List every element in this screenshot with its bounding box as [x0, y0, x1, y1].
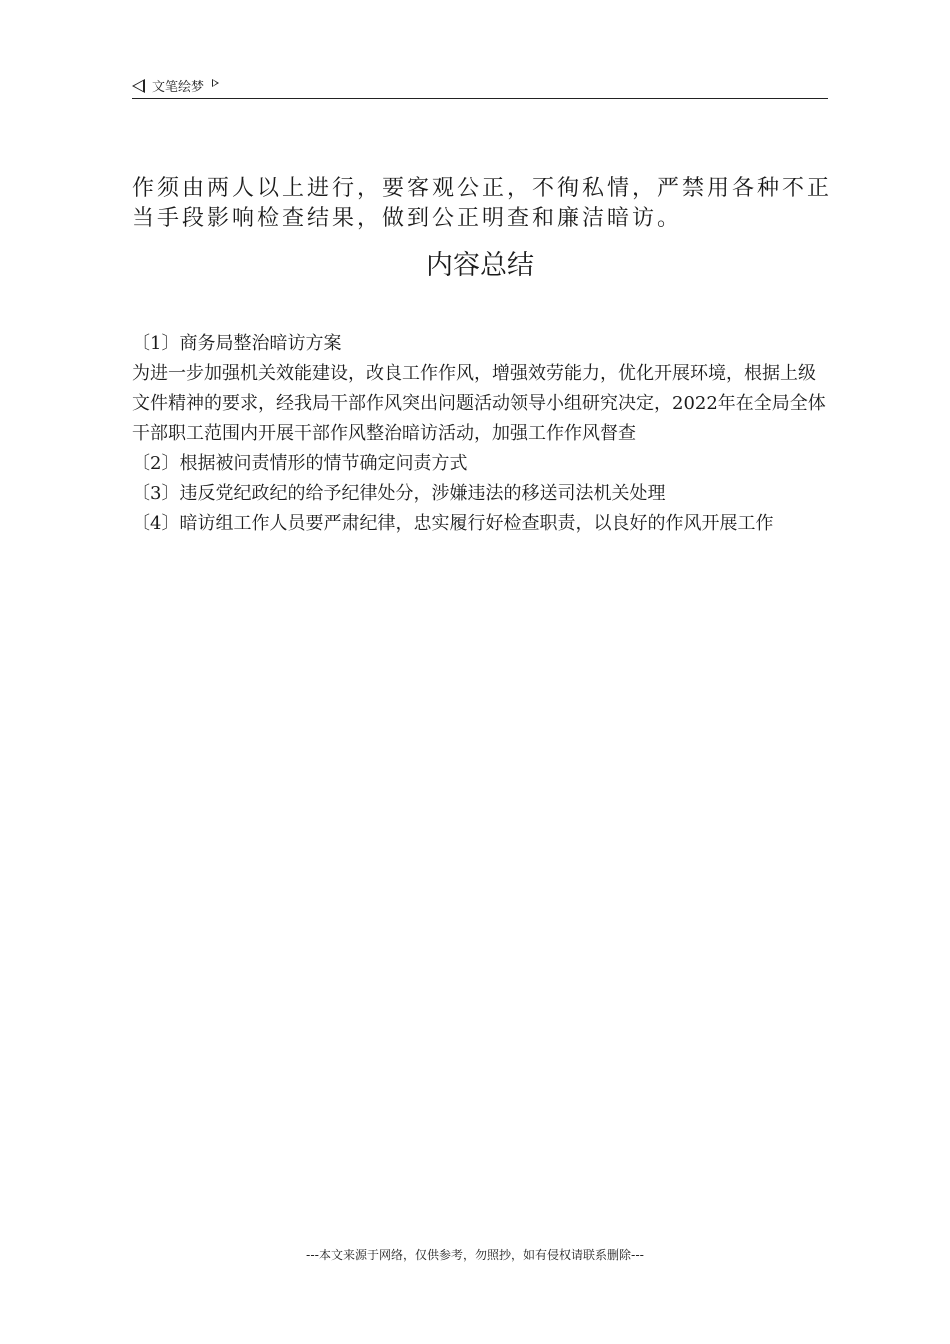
brand-text: 文笔绘梦: [152, 80, 205, 95]
summary-content: [132, 329, 832, 539]
summary-item-4: 〔4〕暗访组工作人员要严肃纪律，忠实履行好检查职责，以良好的作风开展工作: [132, 513, 774, 534]
header-brand: [132, 76, 219, 95]
summary-item-2: 〔2〕根据被问责情形的情节确定问责方式: [132, 453, 468, 474]
triangle-right-outline-icon: [212, 79, 219, 87]
lead-paragraph: 作须由两人以上进行，要客观公正，不徇私情，严禁用各种不正当手段影响检查结果，做到公正明查和廉洁暗访。: [132, 176, 833, 231]
summary-item-1-body: 为进一步加强机关效能建设，改良工作作风，增强效劳能力，优化开展环境，根据上级文件精神的要求，经我局干部作风突出问题活动领导小组研究决定，2022年在全局全体干部职工范围内开展干部作风整治暗访活动，加强工作作风督查: [132, 363, 826, 444]
footer-disclaimer: ---本文来源于网络，仅供参考，勿照抄，如有侵权请联系删除---: [306, 1248, 644, 1262]
summary-item-1-heading: 〔1〕商务局整治暗访方案: [132, 333, 342, 354]
page-header: [132, 74, 828, 99]
triangle-left-outline-icon: [132, 79, 145, 93]
summary-title: 内容总结: [426, 250, 534, 281]
summary-item-3: 〔3〕违反党纪政纪的给予纪律处分，涉嫌违法的移送司法机关处理: [132, 483, 666, 504]
